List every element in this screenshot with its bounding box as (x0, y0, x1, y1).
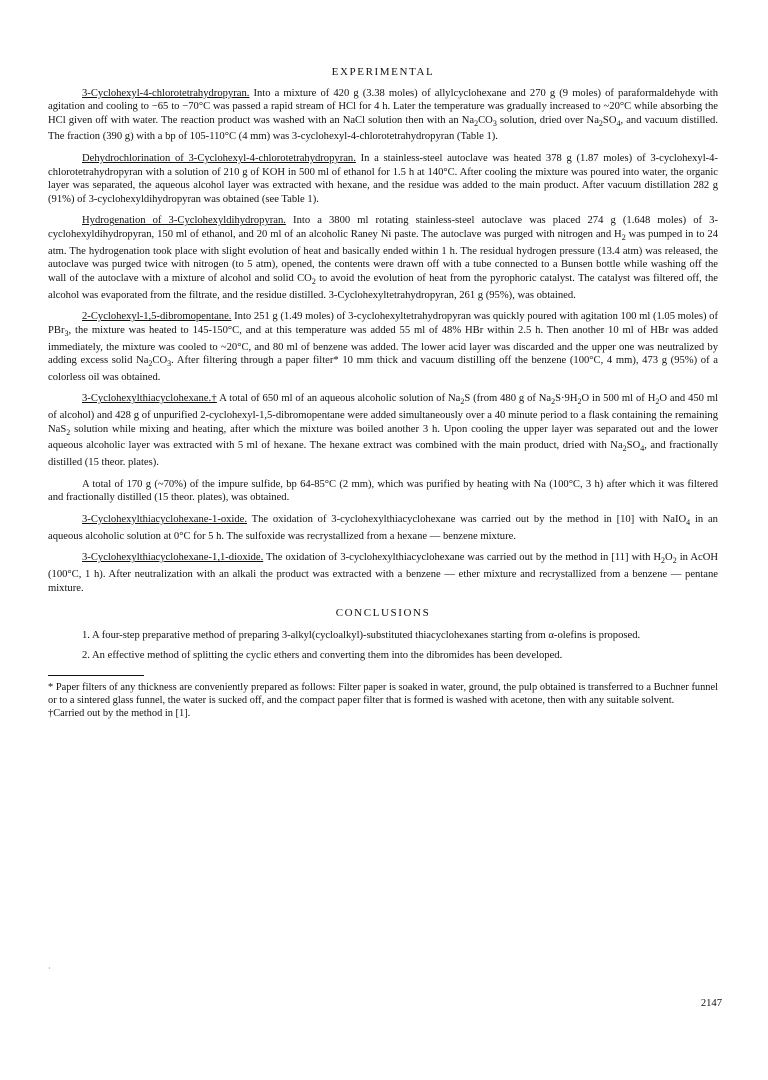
text-run: solution, dried over Na (496, 114, 599, 126)
text-run: in AcOH (100°C, 1 h). After neutralization with an alkali the product was extracted with a benzene — ether mixture and recrystallized from a benzene — pentane mixture. (48, 552, 718, 594)
text-run: CO (478, 114, 493, 126)
footnote-paper-filters: * Paper filters of any thickness are conveniently prepared as follows: Filter paper is soaked in water, ground, the pulp obtained is transferred to a Buchner funnel or to a sintered glass funnel, the water is sucked off, and the compact paper filter that is formed is washed with acetone, then with any suitable solvent. (48, 681, 718, 707)
subscript: 2 (66, 427, 71, 437)
section-paragraph (48, 392, 718, 469)
footnote-divider (48, 675, 144, 676)
subscript: 2 (148, 359, 153, 369)
text-run: , the mixture was heated to 145-150°C, and at this temperature was added 55 ml of 48% HBr within 2.5 h. Then another 10 ml of HBr was added immediately, the mixture was cooled to ~20°C, and 80 ml of benzene was added. The lower acid layer was discarded and the upper one was neutralized by adding excess solid Na (48, 324, 718, 367)
section-title: Hydrogenation of 3-Cyclohexyldihydropyran. (82, 215, 286, 227)
subscript: 4 (616, 118, 621, 128)
text-run: A total of 650 ml of an aqueous alcoholic solution of Na (219, 393, 461, 405)
text-run: S (from 480 g of Na (464, 393, 552, 405)
subscript: 3 (167, 359, 172, 369)
section-paragraph (48, 152, 718, 206)
conclusion-label: 1. (82, 629, 90, 641)
subscript: 2 (621, 233, 626, 243)
subscript: 2 (672, 556, 677, 566)
conclusion-item (48, 629, 718, 643)
text-run: The oxidation of 3-cyclohexylthiacyclohexane was carried out by the method in [10] with NaIO (251, 513, 687, 525)
section-paragraph (48, 87, 718, 144)
text-run: Into a 3800 ml rotating stainless-steel autoclave was placed 274 g (1.648 moles) of 3-cyclohexyldihydropyran, 150 ml of ethanol, and 20 ml of an alcoholic Raney Ni paste. The autoclave was purged with nitrogen and H (48, 215, 718, 241)
section-paragraph (48, 478, 718, 505)
subscript: 2 (598, 118, 603, 128)
subscript: 4 (640, 444, 645, 454)
section-paragraph (48, 310, 718, 384)
conclusion-text: An effective method of splitting the cyclic ethers and converting them into the dibromides has been developed. (92, 650, 563, 662)
experimental-heading: EXPERIMENTAL (331, 66, 435, 78)
text-run: O (665, 552, 673, 564)
section-title: 3-Cyclohexylthiacyclohexane-1,1-dioxide. (82, 552, 264, 564)
section-title: 2-Cyclohexyl-1,5-dibromopentane. (82, 311, 232, 323)
text-run: to avoid the evolution of heat from the pyrophoric catalyst. The catalyst was filtered off, the alcohol was evaporated from the filtrate, and the residue distilled. 3-Cyclohexyltetrahydropyran, 261 g (95%), was obtained. (48, 272, 718, 301)
text-run: was pumped in to 24 atm. The hydrogenation took place with slight evolution of heat and basically ended within 1 h. The residual hydrogen pressure (13.4 atm) was released, the autoclave was purged twice with nitrogen (to 5 atm), opened, the contents were drawn off with a tube connected to a Bunsen bottle while washing off the wall of the autoclave with a mixture of alcohol and solid CO (48, 229, 719, 284)
text-run: CO (152, 355, 168, 367)
stray-mark: · (48, 964, 51, 973)
text-run: . After filtering through a paper filter* 10 mm thick and vacuum distilling off the benzene (100°C, 4 mm), 473 g (95%) of a colorless oil was obtained. (48, 355, 718, 383)
subscript: 2 (655, 397, 660, 407)
conclusion-label: 2. (82, 650, 90, 662)
subscript: 2 (311, 277, 316, 287)
section-title: Dehydrochlorination of 3-Cyclohexyl-4-chlorotetrahydropyran. (82, 153, 356, 165)
section-paragraph (48, 513, 718, 543)
page-body (48, 66, 718, 720)
subscript: 2 (551, 397, 556, 407)
text-run: SO (602, 114, 617, 126)
subscript: 2 (622, 444, 627, 454)
subscript: 3 (492, 118, 497, 128)
text-run: O in 500 ml of H (581, 393, 656, 405)
text-run: SO (626, 440, 641, 452)
text-run: S·9H (555, 393, 578, 405)
text-run: in an aqueous alcoholic solution at 0°C for 5 h. The sulfoxide was recrystallized from a hexane — benzene mixture. (48, 513, 718, 542)
conclusion-text: A four-step preparative method of preparing 3-alkyl(cycloalkyl)-substituted thiacyclohexanes starting from α-olefins is proposed. (92, 629, 641, 641)
footnote-method: †Carried out by the method in [1]. (48, 708, 191, 720)
text-run: , and vacuum distilled. The fraction (390 g) with a bp of 105-110°C (4 mm) was 3-cyclohexyl-4-chlorotetrahydropyran (Table 1). (48, 114, 719, 143)
subscript: 2 (661, 556, 666, 566)
text-run: solution while mixing and heating, after which the mixture was boiled another 3 h. Upon cooling the upper layer was separated out and the lower aqueous alcoholic layer was extracted with 5 ml of hexane. The hexane extract was combined with the main product, dried with Na (48, 423, 718, 452)
text-run: In a stainless-steel autoclave was heated 378 g (1.87 moles) of 3-cyclohexyl-4-chlorotetrahydropyran with a solution of 210 g of KOH in 500 ml of ethanol for 1.5 h at 140°C. After cooling the mixture was poured into water, the organic layer was separated, the aqueous alcohol layer was extracted with hexane, and the residue was added to the main product. After vacuum distillation 282 g (91%) of 3-cyclohexyldihydropyran was obtained (see Table 1). (48, 153, 719, 205)
section-paragraph (48, 551, 718, 595)
text-run: , and fractionally distilled (15 theor. plates). (48, 440, 718, 469)
section-title: 3-Cyclohexylthiacyclohexane.† (82, 393, 217, 405)
text-run: A total of 170 g (~70%) of the impure sulfide, bp 64-85°C (2 mm), which was purified by heating with Na (100°C, 3 h) after which it was filtered and fractionally distilled (15 theor. plates), was obtained. (48, 478, 718, 504)
experimental-sections (48, 87, 718, 596)
text-run: Into a mixture of 420 g (3.38 moles) of allylcyclohexane and 270 g (9 moles) of paraformaldehyde with agitation and cooling to −65 to −70°C was passed a rapid stream of HCl for 4 h. Later the temperature was gradually increased to ~20°C while absorbing the HCl given off with water. The reaction product was washed with an NaCl solution then with an Na (48, 87, 718, 126)
conclusions-heading: CONCLUSIONS (335, 607, 431, 620)
page-number: 2147 (700, 998, 722, 1009)
subscript: 4 (686, 518, 691, 528)
conclusion-item (48, 649, 718, 663)
section-paragraph (48, 214, 718, 302)
section-title: 3-Cyclohexylthiacyclohexane-1-oxide. (82, 513, 248, 525)
subscript: 3 (64, 328, 69, 338)
subscript: 2 (474, 118, 479, 128)
section-title: 3-Cyclohexyl-4-chlorotetrahydropyran. (82, 87, 250, 99)
subscript: 2 (460, 397, 465, 407)
subscript: 2 (577, 397, 582, 407)
text-run: The oxidation of 3-cyclohexylthiacyclohexane was carried out by the method in [11] with H (266, 552, 662, 564)
text-run: Into 251 g (1.49 moles) of 3-cyclohexyltetrahydropyran was quickly poured with agitation 100 ml (1.05 moles) of PBr (48, 311, 718, 336)
text-run: O and 450 ml of alcohol) and 428 g of unpurified 2-cyclohexyl-1,5-dibromopentane were added simultaneously over a 40 minute period to a flask containing the remaining NaS (48, 393, 719, 435)
